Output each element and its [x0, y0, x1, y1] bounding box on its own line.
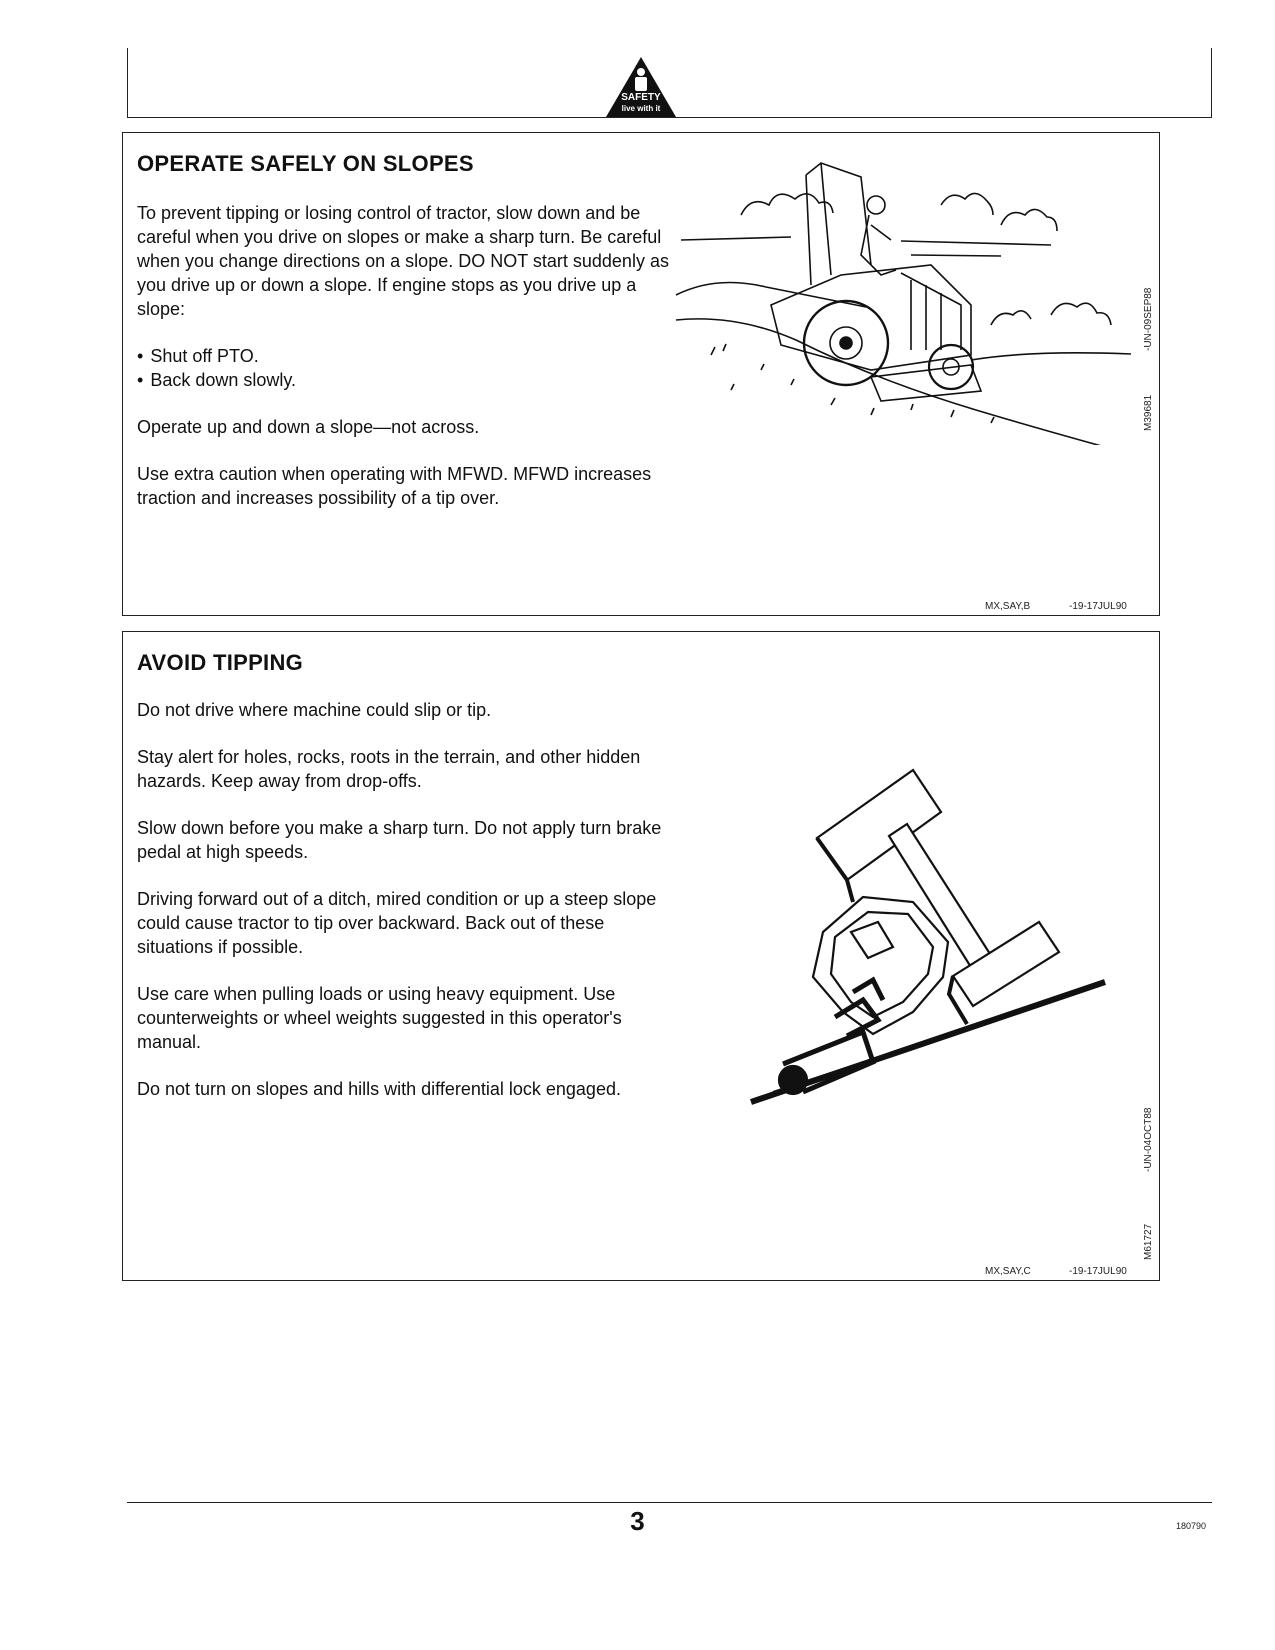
tractor-on-slope-illustration	[671, 155, 1131, 445]
section-body	[137, 698, 677, 1124]
paragraph: Use extra caution when operating with MFWD. MFWD increases traction and increases possibility of a tip over.	[137, 464, 652, 508]
safety-badge-line2: live with it	[621, 104, 661, 113]
illustration-code: M39681	[1143, 394, 1154, 431]
illustration-code: -UN-09SEP88	[1143, 287, 1154, 351]
section-operate-safely	[122, 132, 1160, 616]
reference-date: -19-17JUL90	[1069, 1266, 1127, 1277]
paragraph: Operate up and down a slope—not across.	[137, 417, 480, 437]
section-title: AVOID TIPPING	[137, 650, 304, 675]
paragraph: Do not turn on slopes and hills with differential lock engaged.	[137, 1079, 621, 1099]
tractor-tipping-backward-illustration	[743, 762, 1113, 1112]
reference-date: -19-17JUL90	[1069, 601, 1127, 612]
document-code: 180790	[1176, 1521, 1207, 1531]
section-body	[137, 201, 677, 533]
paragraph: Use care when pulling loads or using heavy equipment. Use counterweights or wheel weights suggested in this operator's manual.	[137, 984, 622, 1052]
illustration-code: M61727	[1143, 1223, 1154, 1260]
safety-badge	[604, 55, 678, 119]
reference-code: MX,SAY,B	[985, 601, 1031, 612]
page-number: 3	[630, 1506, 645, 1536]
section-avoid-tipping	[122, 631, 1160, 1281]
section-intro: To prevent tipping or losing control of tractor, slow down and be careful when you drive on slopes or make a sharp turn. Be careful when you change directions on a slope. DO NOT start suddenly as you drive up or down a slope. If engine stops as you drive up a slope:	[137, 203, 669, 319]
illustration-code: -UN-04OCT88	[1143, 1107, 1154, 1172]
bullet-list	[137, 344, 677, 392]
safety-badge-line1: SAFETY	[621, 92, 661, 103]
paragraph: Do not drive where machine could slip or tip.	[137, 700, 492, 720]
section-title: OPERATE SAFELY ON SLOPES	[137, 151, 474, 176]
bullet-item: • Back down slowly.	[137, 368, 677, 392]
paragraph: Driving forward out of a ditch, mired condition or up a steep slope could cause tractor to tip over backward. Back out of these situations if possible.	[137, 889, 657, 957]
footer-rule	[127, 1502, 1212, 1503]
paragraph: Stay alert for holes, rocks, roots in the terrain, and other hidden hazards. Keep away from drop-offs.	[137, 747, 641, 791]
reference-code: MX,SAY,C	[985, 1266, 1031, 1277]
bullet-item: • Shut off PTO.	[137, 344, 677, 368]
paragraph: Slow down before you make a sharp turn. Do not apply turn brake pedal at high speeds.	[137, 818, 662, 862]
